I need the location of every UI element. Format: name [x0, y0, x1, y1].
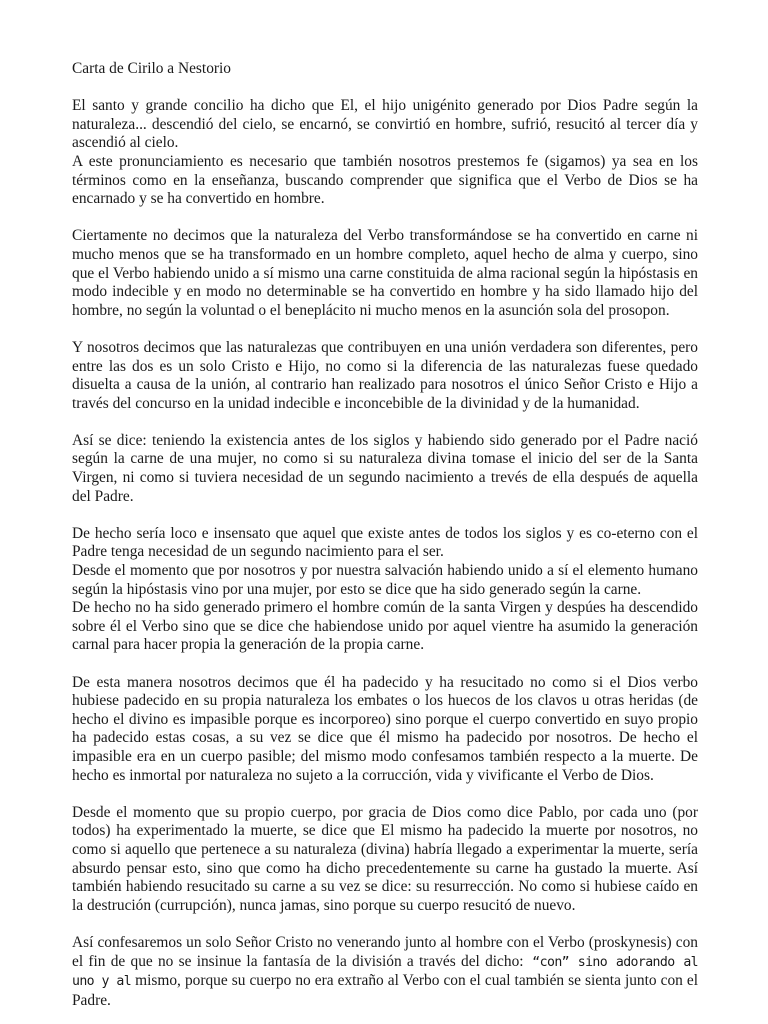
paragraph-gap [72, 915, 698, 934]
paragraph-gap [72, 785, 698, 804]
paragraph-gap [72, 506, 698, 525]
paragraph: De hecho no ha sido generado primero el hombre común de la santa Virgen y despúes ha descendido sobre él el Verbo sino que se dice che habiendose unido por aquel vientre ha asumido la generación carnal para hacer propia la generación de la propia carne. [72, 599, 698, 654]
paragraph-gap [72, 320, 698, 339]
paragraph [72, 934, 698, 1010]
document-title: Carta de Cirilo a Nestorio [72, 60, 231, 77]
paragraph-gap [72, 413, 698, 432]
paragraph-gap [72, 209, 698, 228]
paragraph: Y nosotros decimos que las naturalezas que contribuyen en una unión verdadera son diferentes, pero entre las dos es un solo Cristo e Hijo, no como si la diferencia de las naturalezas fuese quedado disuelta a causa de la unión, al contrario han realizado para nosotros el único Señor Cristo e Hijo a través del concurso en la unidad indecible e inconcebible de la divinidad y de la humanidad. [72, 338, 698, 412]
paragraph-gap [72, 79, 698, 98]
paragraph-gap [72, 655, 698, 674]
paragraph: De esta manera nosotros decimos que él ha padecido y ha resucitado no como si el Dios verbo hubiese padecido en su propia naturaleza los embates o los huecos de los clavos u otras heridas (de hecho el divino es impasible porque es incorporeo) sino porque el cuerpo convertido en suyo propio ha padecido estas cosas, a su vez se dice que él mismo ha padecido por nosotros. De hecho el impasible era en un cuerpo pasible; del mismo modo confesamos también respecto a la muerte. De hecho es inmortal por naturaleza no sujeto a la corrucción, vida y vivificante el Verbo de Dios. [72, 673, 698, 784]
paragraph-text: mismo, porque su cuerpo no era extraño al Verbo con el cual también se sienta junto con el Padre. [72, 972, 698, 1009]
paragraph-text: Así confesaremos un solo Señor Cristo no venerando junto al hombre con el Verbo (proskynesis) con el fin de que no se insinue la fantasía de la división a través del dicho: [72, 933, 698, 970]
paragraph: A este pronunciamiento es necesario que también nosotros prestemos fe (sigamos) ya sea en los términos como en la enseñanza, buscando comprender que significa que el Verbo de Dios se ha encarnado y se ha convertido en hombre. [72, 152, 698, 208]
paragraph: Desde el momento que por nosotros y por nuestra salvación habiendo unido a sí el elemento humano según la hipóstasis vino por una mujer, por esto se dice que ha sido generado según la carne. [72, 562, 698, 598]
monospace-quote: “con” sino adorando al uno y al [72, 954, 698, 990]
paragraph: Desde el momento que su propio cuerpo, por gracia de Dios como dice Pablo, por cada uno (por todos) ha experimentado la muerte, se dice que El mismo ha padecido la muerte por nosotros, no como si aquello que pertenece a su naturaleza (divina) habría llegado a experimentar la muerte, sería absurdo pensar esto, sino que como ha dicho precedentemente su carne ha gustado la muerte. Así también habiendo resucitado su carne a su vez se dice: su resurrección. No como si hubiese caído en la destrución (currupción), nunca jamas, sino porque su cuerpo resucitó de nuevo. [72, 803, 698, 914]
paragraph: De hecho sería loco e insensato que aquel que existe antes de todos los siglos y es co-eterno con el Padre tenga necesidad de un segundo nacimiento para el ser. [72, 524, 698, 561]
paragraph: Así se dice: teniendo la existencia antes de los siglos y habiendo sido generado por el Padre nació según la carne de una mujer, no como si su naturaleza divina tomase el inicio del ser de la Santa Virgen, ni como si tuviera necesidad de un segundo nacimiento a trevés de ella después de aquella del Padre. [72, 431, 698, 505]
paragraph: El santo y grande concilio ha dicho que El, el hijo unigénito generado por Dios Padre según la naturaleza... descendió del cielo, se encarnó, se convirtió en hombre, sufrió, resucitó al tercer día y ascendió al cielo. [72, 97, 698, 152]
paragraph: Ciertamente no decimos que la naturaleza del Verbo transformándose se ha convertido en carne ni mucho menos que se ha transformado en un hombre completo, aquel hecho de alma y cuerpo, sino que el Verbo habiendo unido a sí mismo una carne constituida de alma racional según la hipóstasis en modo indecible y en modo no determinable se ha convertido en hombre y ha sido llamado hijo del hombre, no según la voluntad o el beneplácito ni mucho menos en la asunción sola del prosopon. [72, 227, 698, 319]
document-page [72, 60, 698, 1010]
